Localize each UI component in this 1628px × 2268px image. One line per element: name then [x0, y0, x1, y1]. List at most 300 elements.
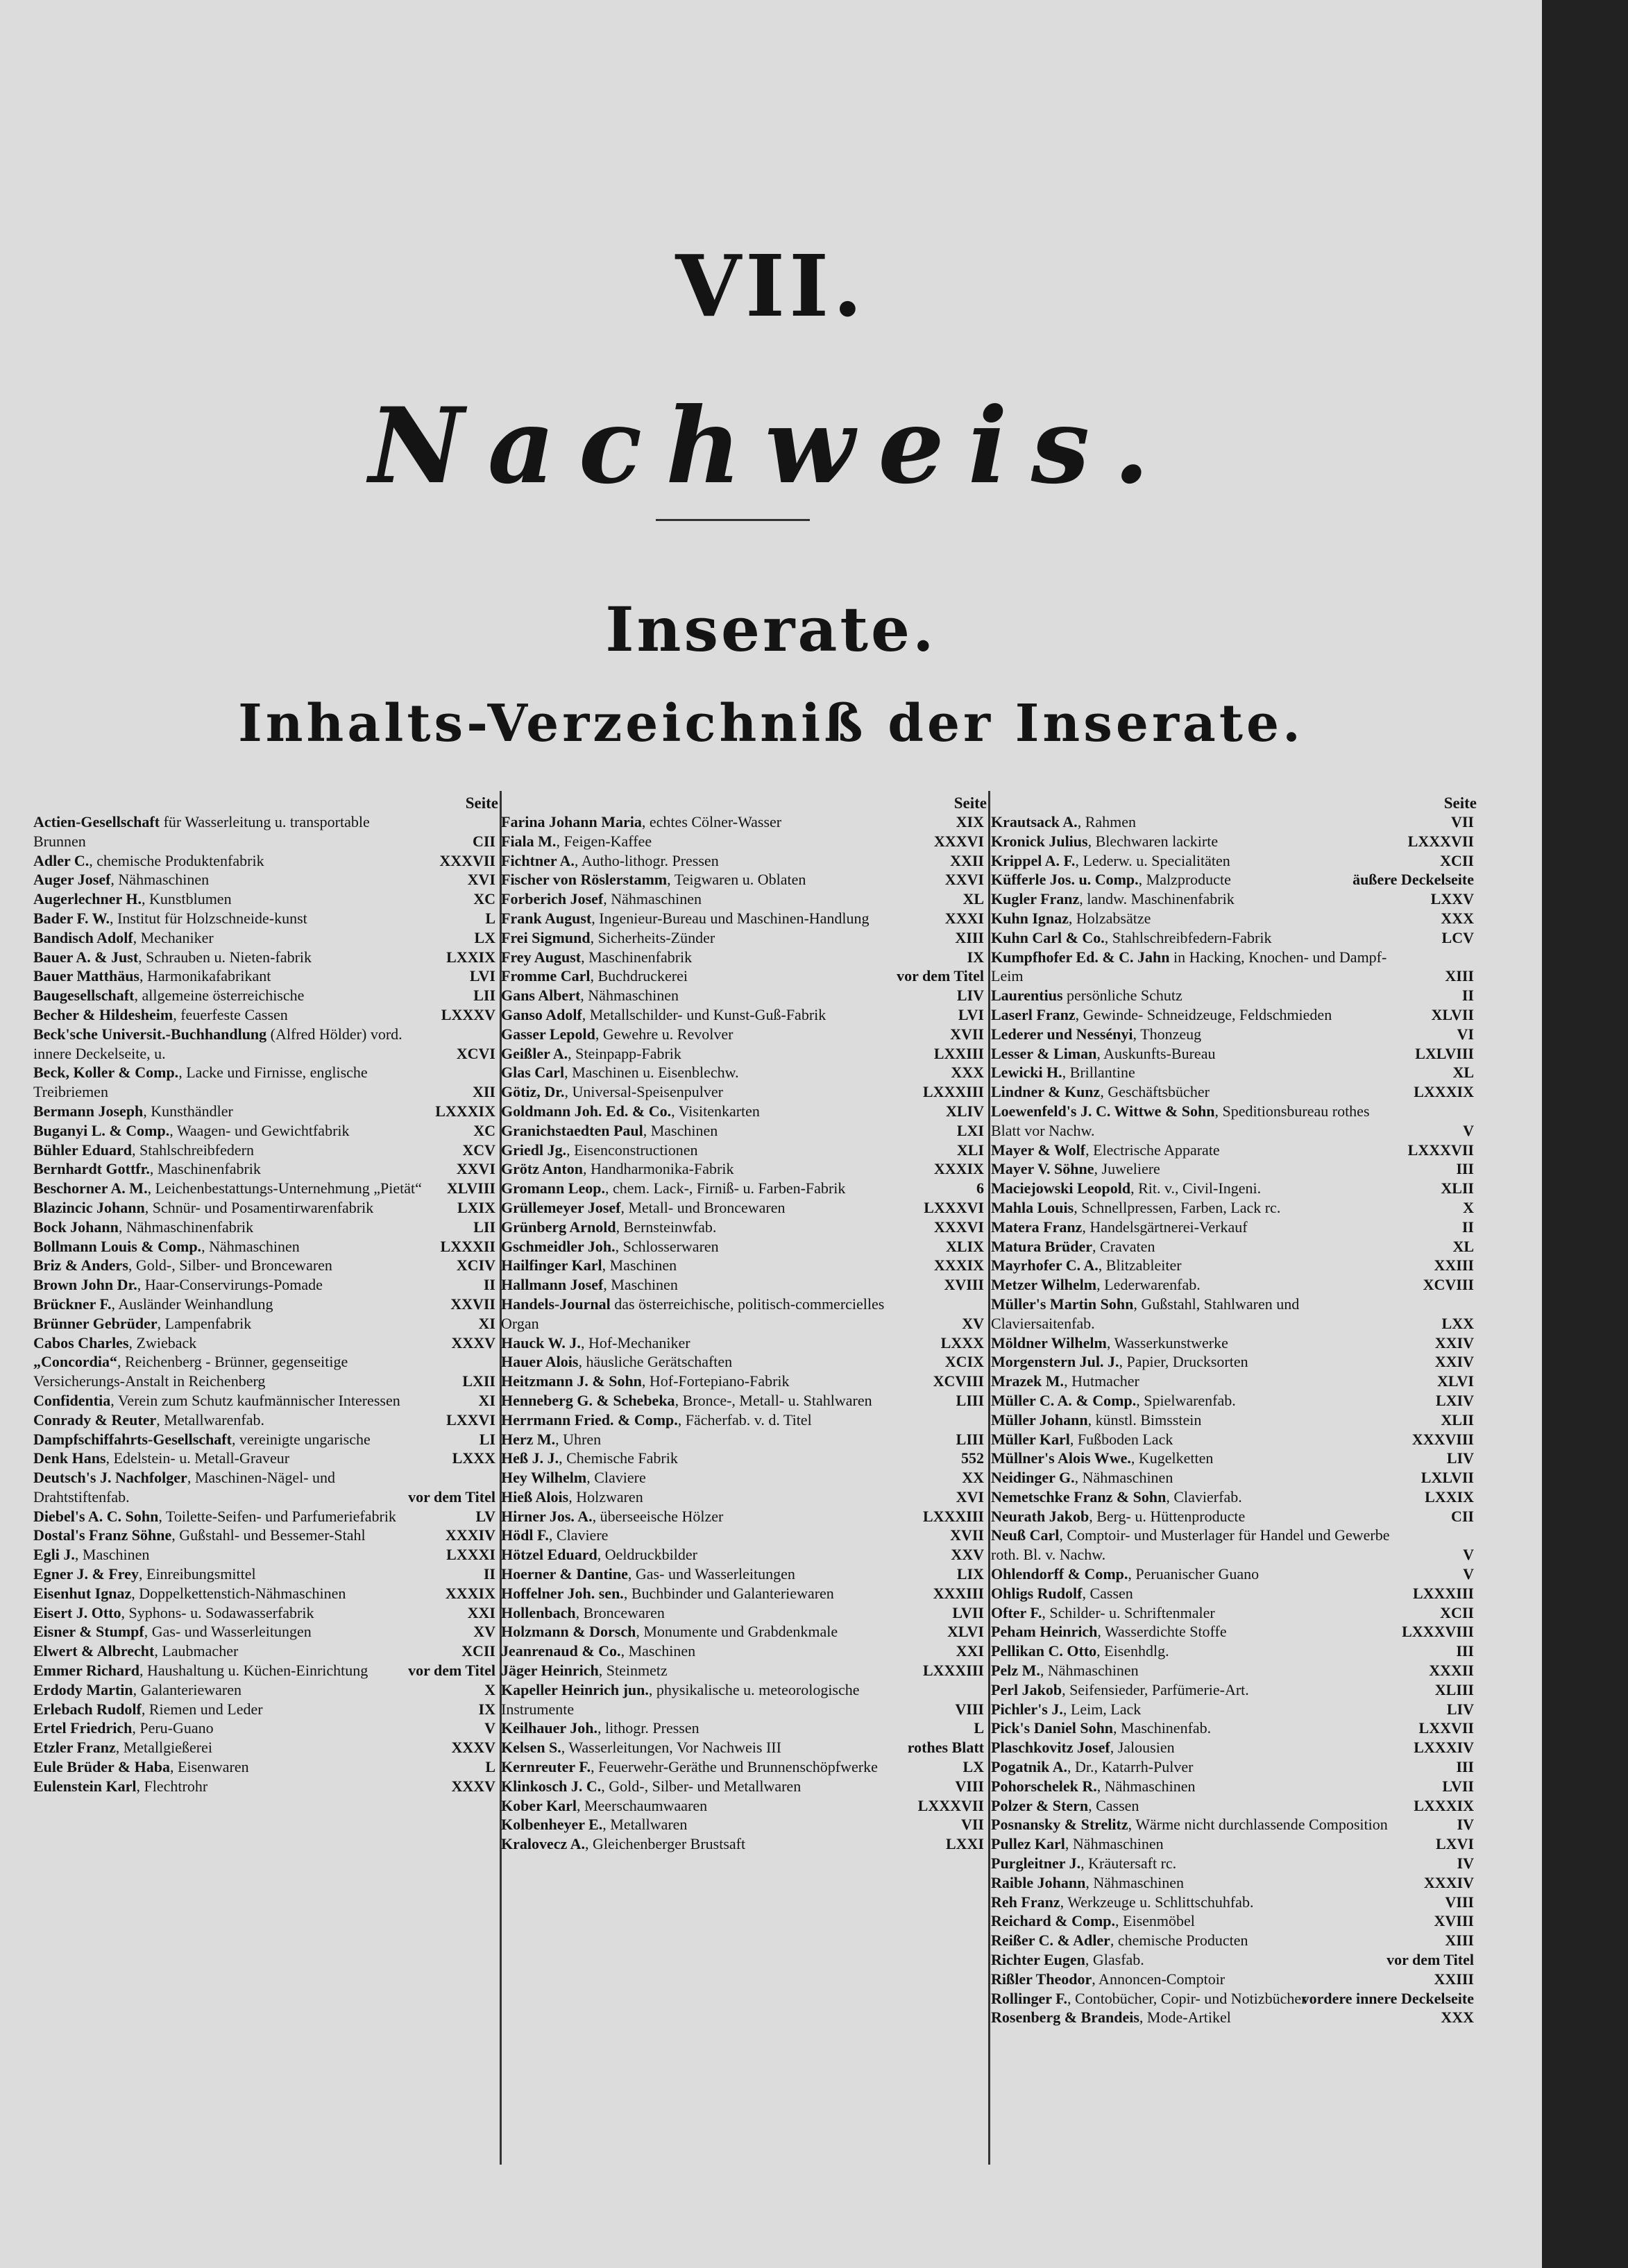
entry-name: Conrady & Reuter [33, 1410, 157, 1429]
entry-description: , Cassen [1082, 1584, 1133, 1602]
index-entry [991, 870, 1477, 889]
entry-page: XXVII [450, 1295, 495, 1313]
entry-name: Pelz M. [991, 1662, 1040, 1680]
entry-description: für Wasserleitung u. transportable Brunnen [33, 813, 370, 850]
entry-name: Müller's Martin Sohn [991, 1295, 1134, 1313]
entry-page: XIX [956, 813, 984, 830]
entry-page: LXXXIV [1414, 1739, 1474, 1757]
entry-description: , Stahlschreibfedern [132, 1141, 254, 1159]
entry-description: , Gewehre u. Revolver [595, 1025, 734, 1043]
entry-description: , Schlosserwaren [615, 1237, 719, 1255]
entry-description: , Berg- u. Hüttenproducte [1089, 1507, 1246, 1525]
entry-description: , Brillantine [1062, 1064, 1135, 1082]
entry-page: III [1456, 1160, 1474, 1178]
seite-label: Seite [953, 794, 987, 812]
index-entry [33, 1275, 498, 1295]
entry-page: XXXIV [445, 1526, 495, 1544]
index-entry [501, 832, 987, 851]
entry-name: Gans Albert [501, 987, 581, 1005]
entry-name: Ganso Adolf [501, 1005, 582, 1023]
entry-name: Confidentia [33, 1391, 111, 1409]
entry-name: Kuhn Carl & Co. [991, 928, 1105, 946]
entry-name: Hauer Alois [501, 1353, 579, 1371]
entry-page: LIX [956, 1565, 984, 1583]
entry-description: , Institut für Holzschneide-kunst [110, 909, 307, 927]
index-entry [501, 1333, 987, 1353]
index-entry [33, 1314, 498, 1333]
entry-name: Kugler Franz [991, 890, 1080, 908]
entry-name: Heitzmann J. & Sohn [501, 1372, 642, 1390]
entry-page: LXXX [940, 1333, 984, 1352]
entry-description: , allgemeine österreichische [134, 987, 305, 1005]
entry-page: XLI [956, 1141, 984, 1159]
index-entry [991, 1680, 1477, 1700]
index-entry [501, 1738, 987, 1757]
entry-page: XXXVI [933, 1218, 984, 1236]
entry-description: , Meerschaumwaaren [576, 1796, 708, 1814]
entry-name: Kralovecz A. [501, 1835, 585, 1853]
index-entry [991, 1025, 1477, 1044]
entry-page: LXXXIII [922, 1507, 984, 1525]
entry-name: Kuhn Ignaz [991, 909, 1069, 927]
entry-description: , Feuerwehr-Geräthe und Brunnenschöpfwerke [591, 1758, 878, 1776]
entry-page: XXXIII [933, 1584, 984, 1602]
entry-description: , Kräutersaft rc. [1080, 1855, 1177, 1873]
entry-name: Goldmann Joh. Ed. & Co. [501, 1102, 672, 1120]
entry-name: Farina Johann Maria [501, 813, 642, 830]
entry-name: Kapeller Heinrich jun. [501, 1680, 649, 1698]
index-entry [991, 1468, 1477, 1487]
entry-name: Kober Karl [501, 1796, 577, 1814]
index-entry [501, 986, 987, 1005]
entry-name: Matura Brüder [991, 1237, 1093, 1255]
entry-description: , Laubmacher [154, 1642, 239, 1660]
index-entry [33, 1295, 498, 1314]
entry-page: XXVI [944, 871, 984, 889]
entry-description: , Holzwaren [568, 1487, 643, 1506]
entry-description: , Hof-Fortepiano-Fabrik [641, 1372, 790, 1390]
entry-description: , Speditionsbureau rothes Blatt vor Nachw. [991, 1102, 1370, 1139]
index-entry [991, 1873, 1477, 1893]
entry-page: LXXV [1430, 890, 1474, 908]
entry-description: , Ingenieur-Bureau und Maschinen-Handlung [591, 909, 870, 927]
entry-page: LXVI [1435, 1835, 1474, 1853]
entry-name: Hötzel Eduard [501, 1546, 597, 1564]
index-entry [501, 1218, 987, 1237]
entry-page: XXIII [1434, 1256, 1474, 1274]
entry-name: Mayer V. Söhne [991, 1160, 1094, 1178]
entry-name: Frei Sigmund [501, 928, 591, 946]
index-entry [991, 1642, 1477, 1661]
index-entry [33, 1179, 498, 1198]
index-entry [991, 1333, 1477, 1353]
entry-page: CII [1450, 1507, 1474, 1525]
index-entry [991, 1044, 1477, 1064]
entry-description: , Auskunfts-Bureau [1096, 1044, 1216, 1062]
entry-page: XLVII [1431, 1005, 1474, 1023]
entry-name: Deutsch's J. Nachfolger [33, 1469, 187, 1487]
entry-description: , Handharmonika-Fabrik [582, 1160, 734, 1178]
entry-name: Eulenstein Karl [33, 1777, 137, 1795]
index-entry [33, 1141, 498, 1160]
index-entry [991, 1179, 1477, 1198]
entry-page: XXX [1441, 909, 1474, 927]
entry-description: , lithogr. Pressen [597, 1719, 699, 1737]
index-entry [991, 1237, 1477, 1256]
index-entry [33, 1198, 498, 1218]
entry-name: Henneberg G. & Schebeka [501, 1391, 675, 1409]
entry-name: Hoerner & Dantine [501, 1565, 628, 1583]
index-entry [33, 909, 498, 928]
entry-name: Eisenhut Ignaz [33, 1584, 132, 1602]
entry-name: Grötz Anton [501, 1160, 583, 1178]
entry-name: Fischer von Röslerstamm [501, 871, 668, 889]
entry-description: , Peru-Guano [132, 1719, 214, 1737]
entry-description: , Glasfab. [1085, 1951, 1144, 1969]
entry-page: XCII [461, 1642, 495, 1660]
entry-description: , Waagen- und Gewichtfabrik [169, 1121, 350, 1139]
entry-page: XVIII [1434, 1912, 1474, 1930]
index-entry [501, 1507, 987, 1526]
index-entry [501, 966, 987, 986]
entry-description: , Wasserkunstwerke [1106, 1333, 1228, 1352]
entry-description: , Sicherheits-Zünder [590, 928, 715, 946]
index-entry [501, 1102, 987, 1121]
entry-page: XXXI [944, 909, 984, 927]
entry-description: , Nähmaschinen [1085, 1873, 1185, 1891]
entry-description: , vereinigte ungarische [231, 1430, 371, 1448]
entry-description: , Leim, Lack [1062, 1700, 1142, 1718]
entry-description: , Dr., Katarrh-Pulver [1067, 1758, 1194, 1776]
entry-description: , Schnür- und Posamentirwarenfabrik [144, 1198, 374, 1216]
entry-page: LVI [958, 1005, 984, 1023]
entry-page: vor dem Titel [408, 1487, 495, 1506]
index-entry [991, 851, 1477, 871]
entry-description: , Kunsthändler [143, 1102, 233, 1120]
entry-description: in Hacking, Knochen- und Dampf-Leim [991, 948, 1387, 985]
entry-page: IV [1457, 1855, 1474, 1873]
entry-page: VI [1457, 1025, 1474, 1043]
entry-description: , Teigwaren u. Oblaten [667, 871, 806, 889]
entry-page: IX [967, 948, 984, 966]
entry-page: LXXXIX [435, 1102, 495, 1120]
entry-page: LX [963, 1758, 984, 1776]
entry-name: Egner J. & Frey [33, 1565, 139, 1583]
index-entry [501, 1526, 987, 1545]
entry-description: , Peruanischer Guano [1128, 1565, 1260, 1583]
entry-name: Augerlechner H. [33, 890, 142, 908]
index-entry [501, 870, 987, 889]
index-entry [991, 1564, 1477, 1584]
entry-description: , Eisenconstructionen [566, 1141, 698, 1159]
entry-description: , chemische Produktenfabrik [89, 851, 264, 869]
entry-page: XC [473, 890, 495, 908]
entry-name: Frank August [501, 909, 592, 927]
index-entry [501, 1352, 987, 1372]
index-entry [33, 1584, 498, 1603]
entry-name: Forberich Josef [501, 890, 604, 908]
index-entry [33, 870, 498, 889]
entry-page: XXXVI [933, 832, 984, 850]
index-entry [991, 1893, 1477, 1912]
entry-description: , landw. Maschinenfabrik [1079, 890, 1235, 908]
entry-page: V [484, 1719, 495, 1737]
entry-description: , überseeische Hölzer [592, 1507, 724, 1525]
index-entry [501, 1487, 987, 1507]
entry-page: XI [478, 1391, 495, 1409]
index-entry [33, 1468, 498, 1507]
entry-description: , Gewinde- Schneidzeuge, Feldschmieden [1075, 1005, 1332, 1023]
index-entry [33, 1237, 498, 1256]
entry-name: Küfferle Jos. u. Comp. [991, 871, 1139, 889]
index-entry [501, 1545, 987, 1564]
entry-name: Diebel's A. C. Sohn [33, 1507, 159, 1525]
index-entry [991, 1063, 1477, 1082]
index-entry [991, 1854, 1477, 1873]
entry-description: , Rit. v., Civil-Ingeni. [1130, 1179, 1262, 1197]
entry-page: V [1463, 1121, 1474, 1139]
entry-name: Raible Johann [991, 1873, 1086, 1891]
entry-description: , Contobücher, Copir- und Notizbücher [1067, 1989, 1307, 2007]
entry-page: LXII [462, 1372, 495, 1390]
index-entry [991, 1911, 1477, 1931]
entry-page: V [1463, 1546, 1474, 1564]
entry-name: Hoffelner Joh. sen. [501, 1584, 624, 1602]
entry-name: Dostal's Franz Söhne [33, 1526, 172, 1544]
index-entry [33, 1622, 498, 1642]
entry-name: Jeanrenaud & Co. [501, 1642, 621, 1660]
entry-name: Bandisch Adolf [33, 928, 133, 946]
entry-description: , Eisenwaren [170, 1758, 249, 1776]
entry-page: LI [479, 1430, 495, 1448]
entry-description: , Nähmaschinen [110, 871, 210, 889]
entry-page: LIV [956, 987, 984, 1005]
entry-page: VIII [955, 1700, 984, 1718]
entry-description: persönliche Schutz [1062, 987, 1182, 1005]
entry-name: Erlebach Rudolf [33, 1700, 142, 1718]
index-entry [991, 1815, 1477, 1834]
entry-name: Kronick Julius [991, 832, 1088, 850]
entry-description: , Gold-, Silber- und Broncewaren [128, 1256, 332, 1274]
entry-name: Handels-Journal [501, 1295, 611, 1313]
entry-description: , Kugelketten [1130, 1449, 1214, 1467]
index-entry [33, 1159, 498, 1179]
index-entry [501, 1121, 987, 1141]
entry-page: LXXXVII [917, 1796, 984, 1814]
entry-name: Adler C. [33, 851, 90, 869]
index-entry [991, 832, 1477, 851]
entry-page: LXXIII [933, 1044, 984, 1062]
index-entry [33, 1700, 498, 1719]
entry-page: LXIV [1435, 1391, 1474, 1409]
entry-name: Cabos Charles [33, 1333, 129, 1352]
entry-name: Müller C. A. & Comp. [991, 1391, 1137, 1409]
entry-name: Posnansky & Strelitz [991, 1816, 1128, 1834]
entry-description: , Mechaniker [133, 928, 214, 946]
index-entry [991, 1372, 1477, 1391]
entry-page: XXX [1441, 2009, 1474, 2027]
index-entry [501, 948, 987, 967]
index-entry [991, 1218, 1477, 1237]
entry-description: , Gold-, Silber- und Metallwaren [601, 1777, 802, 1795]
entry-description: , Doppelkettenstich-Nähmaschinen [131, 1584, 346, 1602]
entry-name: Herrmann Fried. & Comp. [501, 1410, 678, 1429]
entry-page: XLIII [1434, 1680, 1474, 1698]
index-entry [501, 1603, 987, 1623]
entry-name: Brückner F. [33, 1295, 112, 1313]
entry-page: LXXXIII [922, 1662, 984, 1680]
entry-page: LVII [952, 1603, 984, 1621]
index-entry [33, 966, 498, 986]
entry-description: , Syphons- u. Sodawasserfabrik [121, 1603, 314, 1621]
entry-name: Beck, Koller & Comp. [33, 1064, 179, 1082]
entry-description: , Harmonikafabrikant [139, 967, 271, 985]
entry-name: Mayrhofer C. A. [991, 1256, 1099, 1274]
entry-page: V [1463, 1565, 1474, 1583]
entry-description: , Maschinen [74, 1546, 150, 1564]
index-column-2 [501, 794, 987, 1854]
entry-description: , Wärme nicht durchlassende Composition [1128, 1816, 1388, 1834]
index-entry [33, 1352, 498, 1391]
entry-description: , Maschinenfab. [1113, 1719, 1212, 1737]
index-entry [991, 1198, 1477, 1218]
entry-name: Ofter F. [991, 1603, 1042, 1621]
entry-page: XXX [951, 1064, 984, 1082]
index-entry [501, 1777, 987, 1796]
entry-page: LX [474, 928, 495, 946]
entry-page: LIV [1446, 1700, 1474, 1718]
index-entry [501, 1372, 987, 1391]
index-entry [501, 1757, 987, 1777]
index-entry [991, 1430, 1477, 1449]
entry-name: Fromme Carl [501, 967, 591, 985]
index-entry [991, 1005, 1477, 1025]
entry-name: Bauer A. & Just [33, 948, 139, 966]
entry-description: , Gas- und Wasserleitungen [144, 1623, 312, 1641]
entry-name: Purgleitner J. [991, 1855, 1081, 1873]
entry-description: , Buchbinder und Galanteriewaren [623, 1584, 834, 1602]
entry-page: vordere innere Deckelseite [1301, 1989, 1474, 2007]
entry-description: , Wasserleitungen, Vor Nachweis III [561, 1739, 781, 1757]
entry-description: , Oeldruckbilder [597, 1546, 697, 1564]
entry-description: , Kunstblumen [142, 890, 232, 908]
entry-description: , Blechwaren lackirte [1087, 832, 1219, 850]
section-number: VII. [675, 236, 867, 336]
entry-name: Holzmann & Dorsch [501, 1623, 636, 1641]
index-entry [33, 1507, 498, 1526]
entry-page: XXXII [1429, 1662, 1474, 1680]
index-entry [991, 1526, 1477, 1564]
entry-name: Hauck W. J. [501, 1333, 581, 1352]
entry-description: , Steinmetz [598, 1662, 668, 1680]
index-entry [33, 812, 498, 851]
index-entry [33, 1642, 498, 1661]
entry-name: Ohligs Rudolf [991, 1584, 1083, 1602]
entry-name: Morgenstern Jul. J. [991, 1353, 1119, 1371]
index-entry [501, 1063, 987, 1082]
entry-page: LCV [1441, 928, 1474, 946]
index-entry [33, 1777, 498, 1796]
index-entry [501, 1179, 987, 1198]
entry-description: , Bronce-, Metall- u. Stahlwaren [675, 1391, 872, 1409]
entry-description: , Claviere [586, 1469, 646, 1487]
entry-description: , Gas- und Wasserleitungen [627, 1565, 795, 1583]
entry-name: Hollenbach [501, 1603, 576, 1621]
index-entry [991, 1661, 1477, 1680]
entry-name: Glas Carl [501, 1064, 565, 1082]
entry-page: X [484, 1680, 495, 1698]
entry-name: Ertel Friedrich [33, 1719, 133, 1737]
index-entry [501, 1642, 987, 1661]
entry-page: vor dem Titel [897, 967, 984, 985]
entry-description: , Galanteriewaren [133, 1680, 241, 1698]
index-entry [991, 1391, 1477, 1410]
entry-page: LXXXIII [922, 1083, 984, 1101]
entry-name: Müllner's Alois Wwe. [991, 1449, 1131, 1467]
index-entry [33, 1719, 498, 1738]
entry-page: LXX [1441, 1314, 1474, 1332]
entry-description: , Fächerfab. v. d. Titel [677, 1410, 812, 1429]
entry-description: , Broncewaren [575, 1603, 665, 1621]
entry-description: , Feigen-Kaffee [556, 832, 652, 850]
entry-page: XXII [950, 851, 984, 869]
entry-description: , Electrische Apparate [1085, 1141, 1220, 1159]
entry-description: , chemische Producten [1110, 1932, 1248, 1950]
entry-description: , Maschinen [602, 1256, 677, 1274]
entry-page: VIII [1445, 1893, 1474, 1911]
entry-name: Plaschkovitz Josef [991, 1739, 1110, 1757]
entry-name: Pohorschelek R. [991, 1777, 1097, 1795]
entry-page: LXLVII [1421, 1469, 1474, 1487]
entry-description: , Uhren [555, 1430, 602, 1448]
entry-name: Granichstaedten Paul [501, 1121, 643, 1139]
entry-page: XI [478, 1314, 495, 1332]
index-entry [991, 1102, 1477, 1141]
entry-description: , Nähmaschinen [1096, 1777, 1196, 1795]
entry-description: , Nähmaschinenfabrik [118, 1218, 254, 1236]
index-entry [501, 1141, 987, 1160]
entry-description: , Reichenberg - Brünner, gegenseitige Versicherungs-Anstalt in Reichenberg [33, 1353, 348, 1390]
entry-page: LXXVI [446, 1410, 495, 1429]
entry-description: , Maschinen u. Eisenblechw. [564, 1064, 739, 1082]
index-entry [501, 1198, 987, 1218]
entry-description: , Metallgießerei [115, 1739, 212, 1757]
entry-name: Nemetschke Franz & Sohn [991, 1487, 1167, 1506]
entry-page: LXXXV [441, 1005, 495, 1023]
index-entry [33, 1738, 498, 1757]
entry-name: Lesser & Liman [991, 1044, 1097, 1062]
entry-page: VIII [955, 1777, 984, 1795]
entry-description: , Lederwarenfab. [1096, 1276, 1201, 1294]
entry-page: XCV [462, 1141, 495, 1159]
index-entry [33, 1218, 498, 1237]
index-entry [33, 1449, 498, 1468]
entry-description: , Lampenfabrik [157, 1314, 252, 1332]
entry-page: VII [960, 1816, 984, 1834]
entry-name: Beschorner A. M. [33, 1179, 148, 1197]
entry-description: , Zwieback [128, 1333, 197, 1352]
entry-description: , Juweliere [1094, 1160, 1160, 1178]
entry-page: XXIV [1434, 1353, 1474, 1371]
entry-name: Bernhardt Gottfr. [33, 1160, 150, 1178]
entry-page: XXXIX [933, 1160, 984, 1178]
entry-description: , Hutmacher [1064, 1372, 1139, 1390]
index-entry [501, 1449, 987, 1468]
index-entry [33, 1410, 498, 1430]
entry-description: , Wasserdichte Stoffe [1097, 1623, 1227, 1641]
entry-description: , Schilder- u. Schriftenmaler [1042, 1603, 1215, 1621]
entry-page: rothes Blatt [907, 1739, 984, 1757]
